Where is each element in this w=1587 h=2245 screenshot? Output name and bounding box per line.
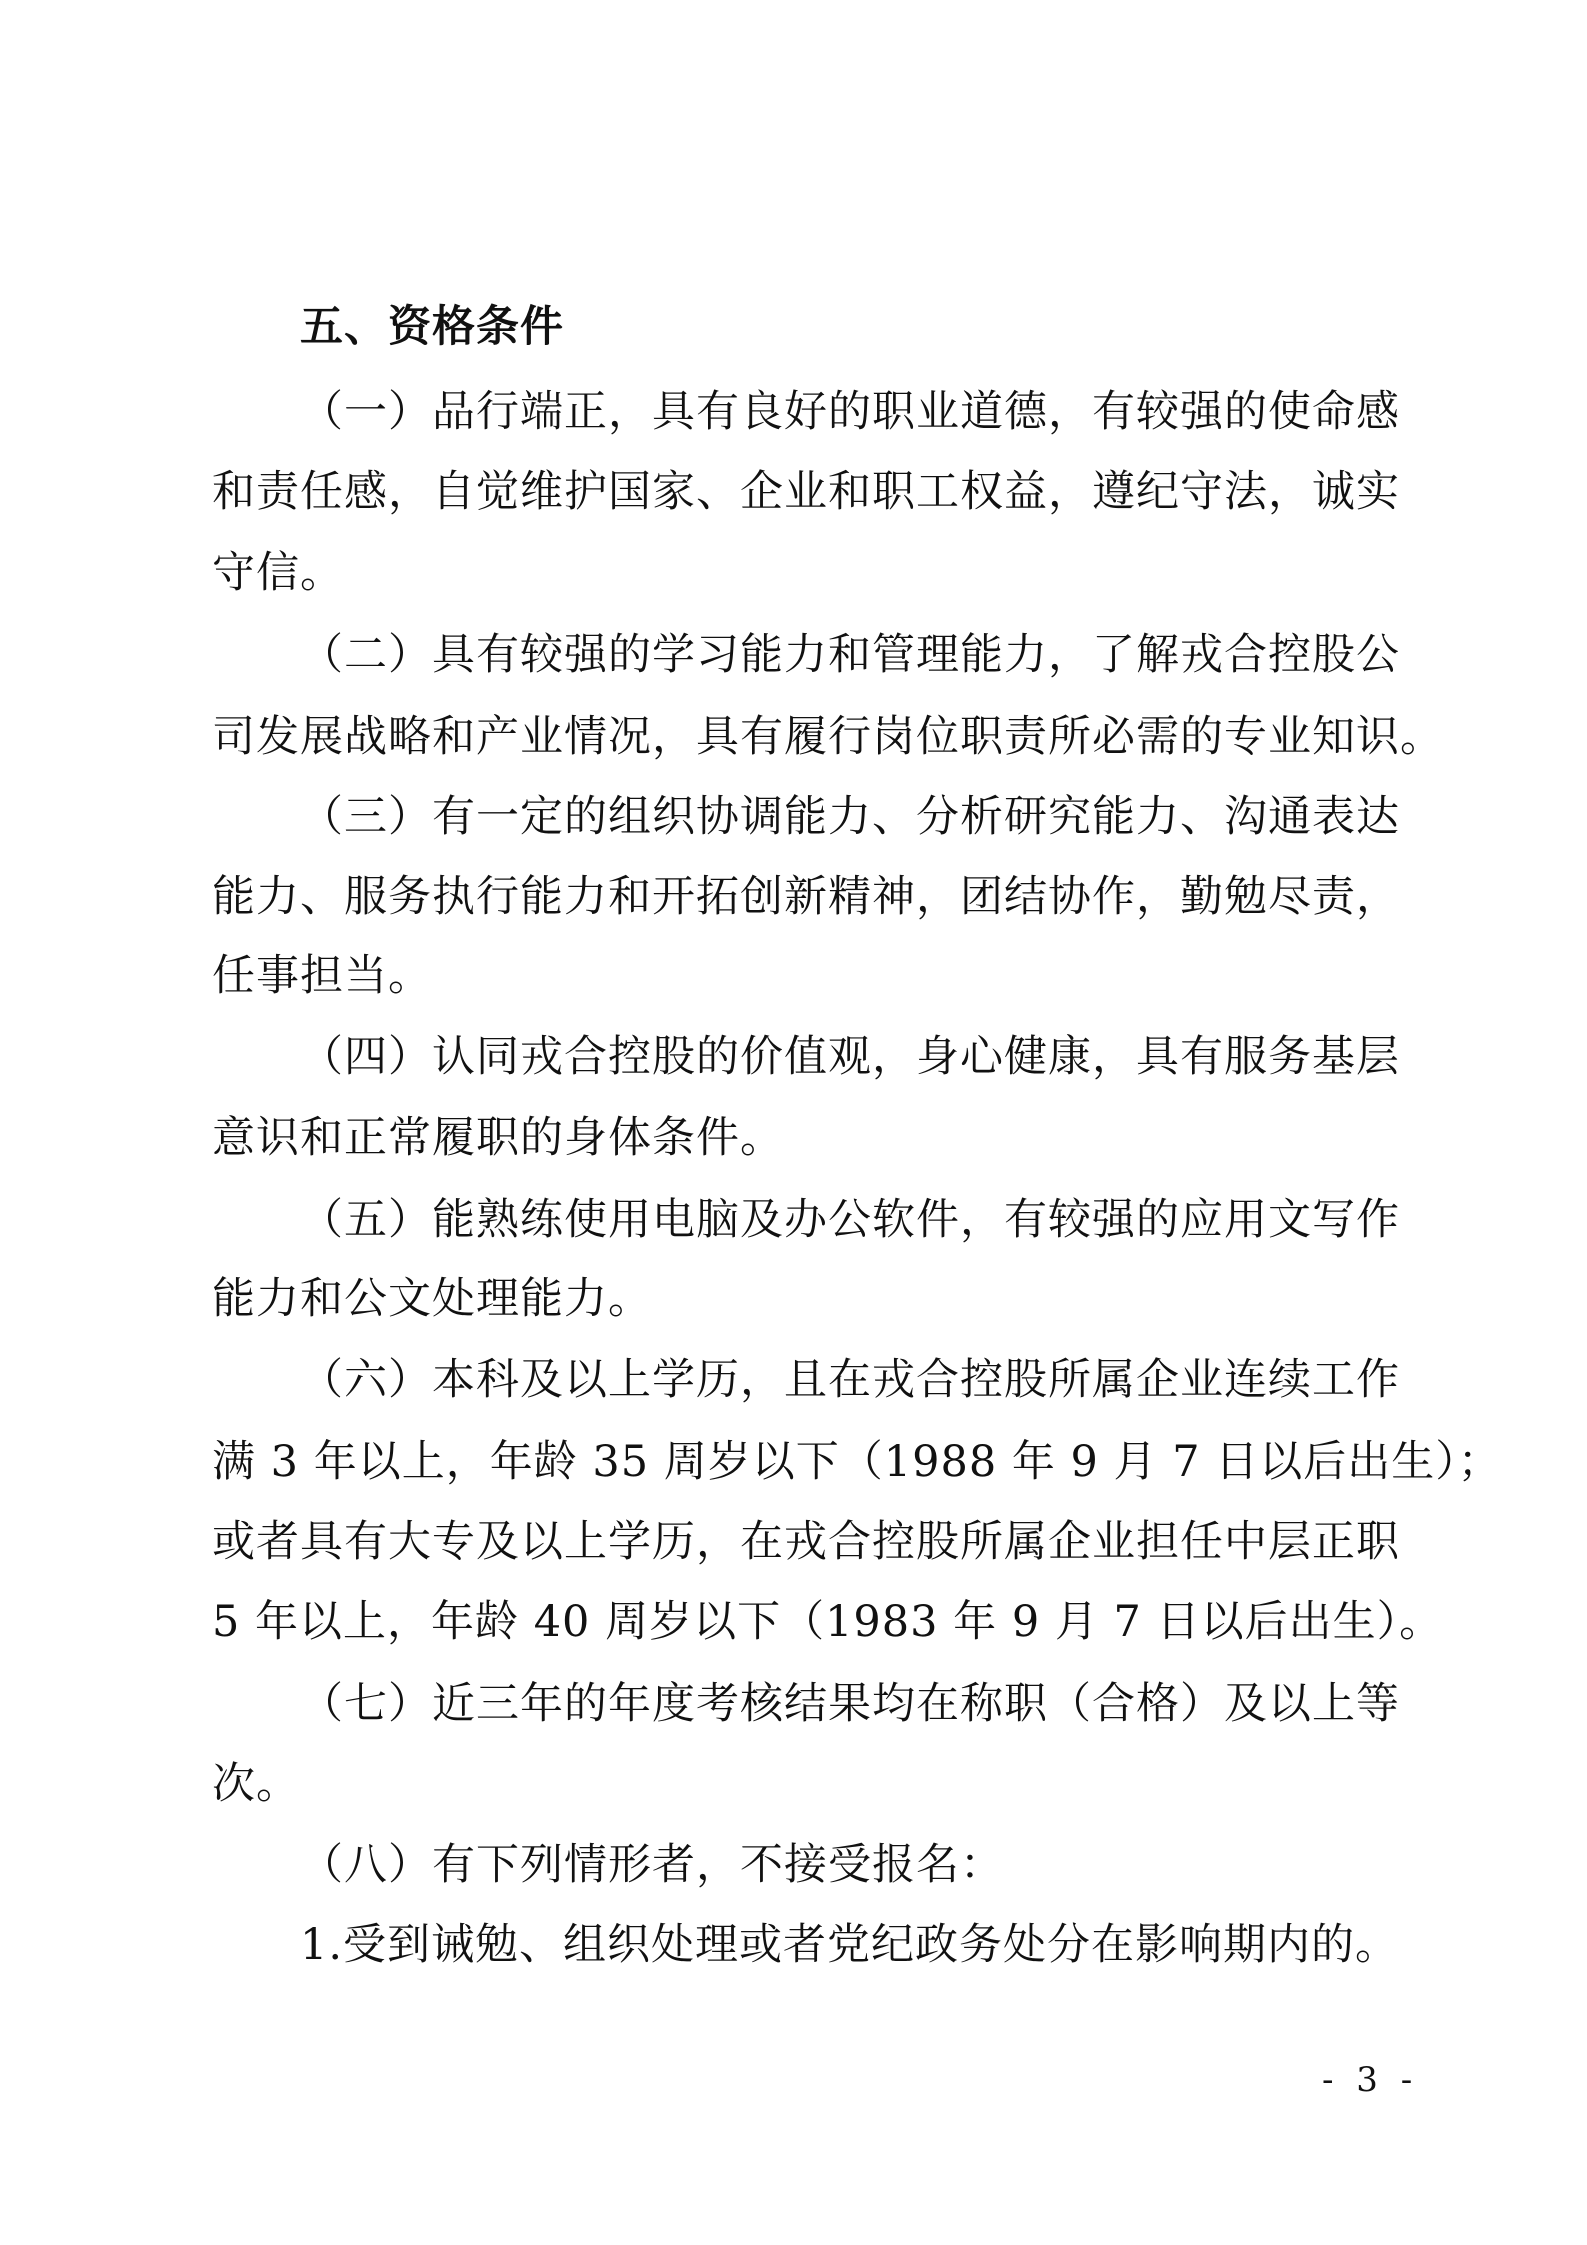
paragraph-line: 意识和正常履职的身体条件。: [212, 1113, 784, 1163]
paragraph-line: （七）近三年的年度考核结果均在称职（合格）及以上等: [300, 1679, 1400, 1729]
paragraph-line: 能力和公文处理能力。: [212, 1274, 652, 1324]
paragraph-line: （四）认同戎合控股的价值观，身心健康，具有服务基层: [300, 1032, 1400, 1082]
paragraph-line: （一）品行端正，具有良好的职业道德，有较强的使命感: [300, 387, 1400, 437]
paragraph-line: 司发展战略和产业情况，具有履行岗位职责所必需的专业知识。: [212, 712, 1444, 762]
paragraph-line: （二）具有较强的学习能力和管理能力，了解戎合控股公: [300, 630, 1400, 680]
paragraph-line: （六）本科及以上学历，且在戎合控股所属企业连续工作: [300, 1355, 1400, 1405]
paragraph-line: 满 3 年以上，年龄 35 周岁以下（1988 年 9 月 7 日以后出生）；: [212, 1437, 1502, 1487]
paragraph-line: 或者具有大专及以上学历，在戎合控股所属企业担任中层正职: [212, 1517, 1400, 1567]
paragraph-line: 任事担当。: [212, 951, 432, 1001]
paragraph-line: 能力、服务执行能力和开拓创新精神，团结协作，勤勉尽责，: [212, 872, 1400, 922]
paragraph-line: 5 年以上，年龄 40 周岁以下（1983 年 9 月 7 日以后出生）。: [212, 1597, 1444, 1647]
paragraph-line: 和责任感，自觉维护国家、企业和职工权益，遵纪守法，诚实: [212, 467, 1400, 517]
paragraph-line: 次。: [212, 1759, 300, 1809]
page-number: - 3 -: [1322, 2060, 1419, 2100]
section-heading: 五、资格条件: [300, 302, 564, 352]
paragraph-line: （八）有下列情形者，不接受报名：: [300, 1840, 1004, 1890]
paragraph-line: （五）能熟练使用电脑及办公软件，有较强的应用文写作: [300, 1195, 1400, 1245]
paragraph-line: （三）有一定的组织协调能力、分析研究能力、沟通表达: [300, 792, 1400, 842]
paragraph-line: 守信。: [212, 548, 344, 598]
paragraph-line: 1.受到诫勉、组织处理或者党纪政务处分在影响期内的。: [300, 1920, 1400, 1970]
